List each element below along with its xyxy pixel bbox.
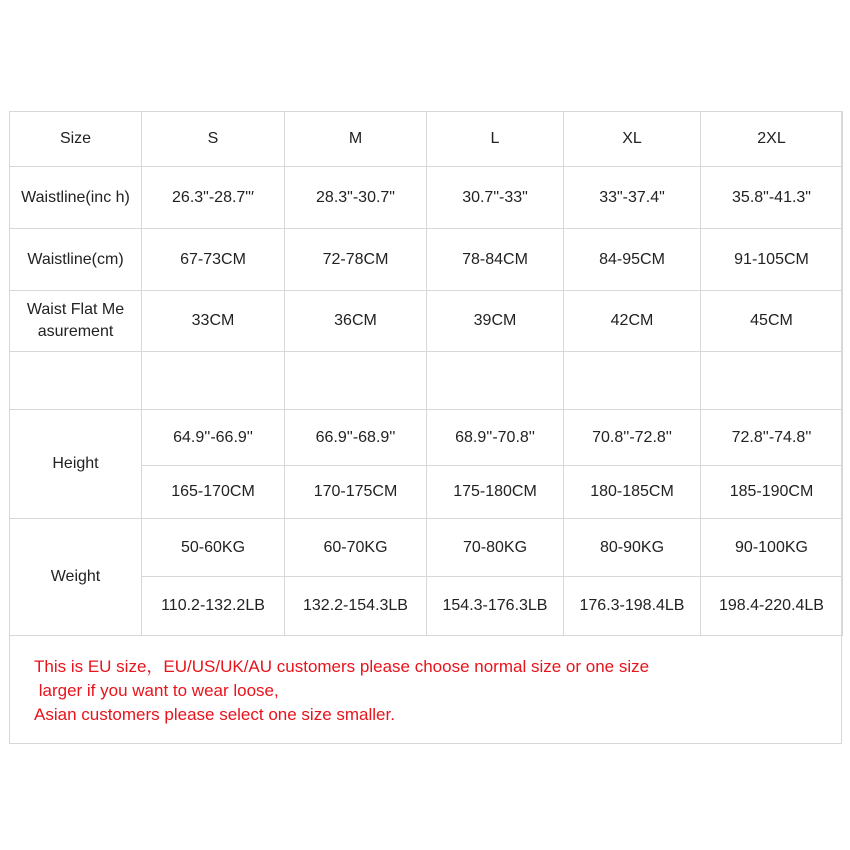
weight-kg-row — [10, 519, 843, 577]
table-cell: 28.3"-30.7" — [285, 167, 427, 229]
size-l: L — [427, 112, 564, 167]
empty-cell — [285, 352, 427, 410]
table-cell: 42CM — [564, 291, 701, 352]
row-label: Weight — [10, 519, 142, 636]
table-cell: 33CM — [142, 291, 285, 352]
table-cell: 50-60KG — [142, 519, 285, 577]
size-note — [34, 655, 814, 727]
table-cell: 36CM — [285, 291, 427, 352]
table-cell: 165-170CM — [142, 466, 285, 519]
row-label: Waistline(cm) — [10, 229, 142, 291]
table-cell: 175-180CM — [427, 466, 564, 519]
table-cell: 185-190CM — [701, 466, 843, 519]
table-cell: 170-175CM — [285, 466, 427, 519]
header-row — [10, 112, 843, 167]
size-2xl: 2XL — [701, 112, 843, 167]
size-s: S — [142, 112, 285, 167]
empty-cell — [427, 352, 564, 410]
table-cell: 64.9''-66.9'' — [142, 410, 285, 466]
table-cell: 198.4-220.4LB — [701, 577, 843, 636]
table-cell: 110.2-132.2LB — [142, 577, 285, 636]
table-cell: 180-185CM — [564, 466, 701, 519]
note-line: Asian customers please select one size smaller. — [34, 705, 395, 724]
table-cell: 30.7"-33" — [427, 167, 564, 229]
header-label: Size — [10, 112, 142, 167]
waistline-inch-row — [10, 167, 843, 229]
table-cell: 39CM — [427, 291, 564, 352]
table-cell: 72-78CM — [285, 229, 427, 291]
table-cell: 80-90KG — [564, 519, 701, 577]
table-cell: 91-105CM — [701, 229, 843, 291]
table-cell: 26.3"-28.7"′ — [142, 167, 285, 229]
table-cell: 176.3-198.4LB — [564, 577, 701, 636]
height-inch-row — [10, 410, 843, 466]
table-cell: 66.9''-68.9'' — [285, 410, 427, 466]
waist-flat-row — [10, 291, 843, 352]
table-cell: 35.8"-41.3" — [701, 167, 843, 229]
table-cell: 90-100KG — [701, 519, 843, 577]
table-cell: 60-70KG — [285, 519, 427, 577]
note-line: larger if you want to wear loose, — [34, 681, 279, 700]
table-cell: 67-73CM — [142, 229, 285, 291]
size-chart-table — [9, 111, 843, 636]
row-label: Waist Flat Me asurement — [10, 291, 142, 352]
waistline-cm-row — [10, 229, 843, 291]
empty-row — [10, 352, 843, 410]
table-cell: 84-95CM — [564, 229, 701, 291]
table-cell: 72.8''-74.8'' — [701, 410, 843, 466]
table-cell: 45CM — [701, 291, 843, 352]
size-xl: XL — [564, 112, 701, 167]
empty-cell — [10, 352, 142, 410]
row-label: Waistline(inc h) — [10, 167, 142, 229]
table-cell: 132.2-154.3LB — [285, 577, 427, 636]
row-label: Height — [10, 410, 142, 519]
table-cell: 33"-37.4" — [564, 167, 701, 229]
empty-cell — [701, 352, 843, 410]
table-cell: 68.9''-70.8'' — [427, 410, 564, 466]
empty-cell — [142, 352, 285, 410]
note-line: This is EU size，EU/US/UK/AU customers please choose normal size or one size — [34, 657, 650, 676]
table-cell: 70-80KG — [427, 519, 564, 577]
table-cell: 78-84CM — [427, 229, 564, 291]
table-cell: 70.8''-72.8'' — [564, 410, 701, 466]
table-cell: 154.3-176.3LB — [427, 577, 564, 636]
size-m: M — [285, 112, 427, 167]
empty-cell — [564, 352, 701, 410]
